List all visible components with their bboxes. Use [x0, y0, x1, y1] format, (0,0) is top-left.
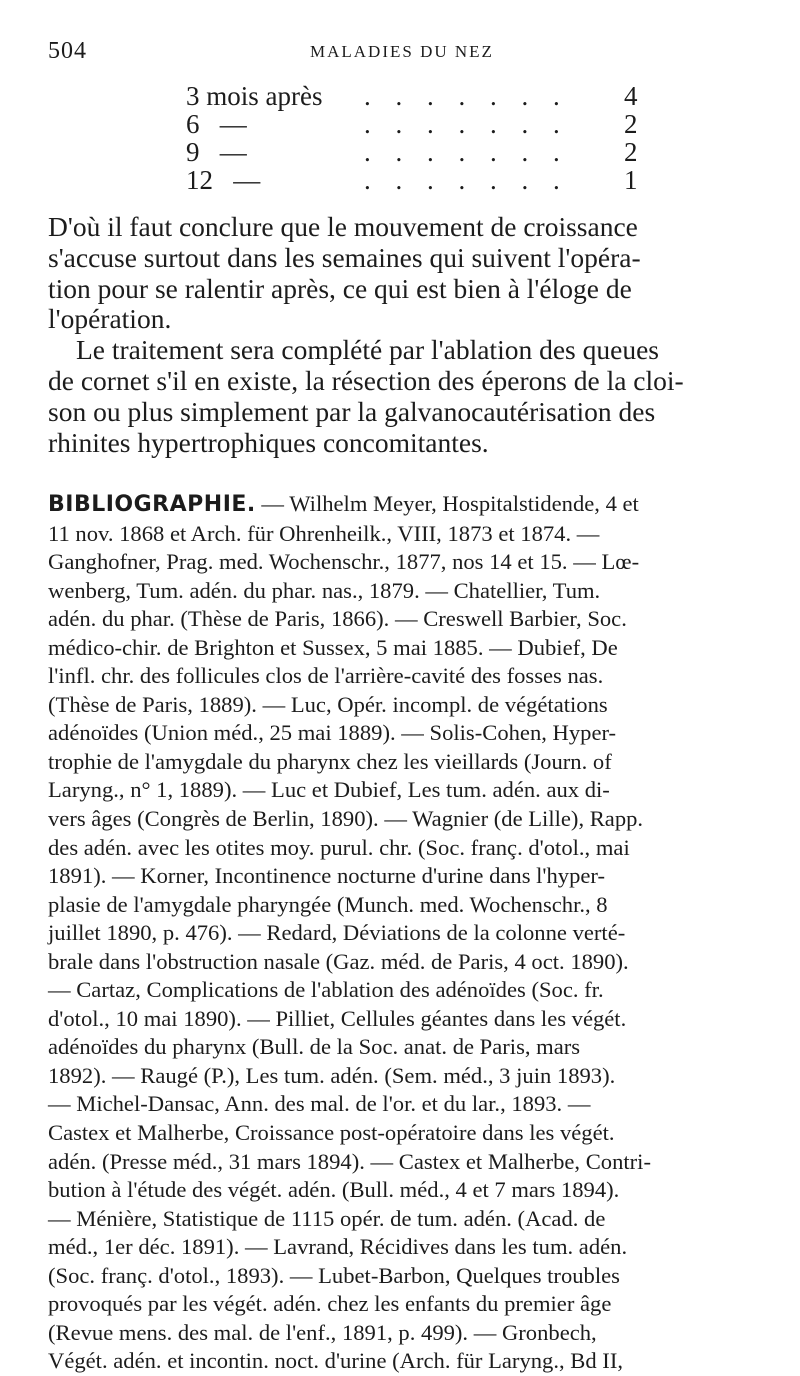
- bibliography-line: — Ménière, Statistique de 1115 opér. de tum. adén. (Acad. de: [48, 1205, 606, 1231]
- table-row: [186, 82, 646, 110]
- bibliography-line: wenberg, Tum. adén. du phar. nas., 1879. — Chatellier, Tum.: [48, 577, 601, 603]
- table-row: [186, 138, 646, 166]
- table-row-label: 12 —: [186, 165, 261, 195]
- bibliography-line: [48, 490, 800, 520]
- bibliography-line: (Thèse de Paris, 1889). — Luc, Opér. incompl. de végétations: [48, 691, 608, 717]
- bibliography-line: — Michel-Dansac, Ann. des mal. de l'or. et du lar., 1893. —: [48, 1091, 591, 1117]
- bibliography-line: 11 nov. 1868 et Arch. für Ohrenheilk., VIII, 1873 et 1874. —: [48, 520, 600, 546]
- bibliography-line: — Cartaz, Complications de l'ablation des adénoïdes (Soc. fr.: [48, 977, 604, 1003]
- table-row-label: 3 mois après: [186, 81, 323, 111]
- table-row-value: 2: [624, 137, 638, 167]
- bibliography-line: adénoïdes du pharynx (Bull. de la Soc. anat. de Paris, mars: [48, 1034, 581, 1060]
- table-row-value: 4: [624, 81, 638, 111]
- bibliography-line: Ganghofner, Prag. med. Wochenschr., 1877, nos 14 et 15. — Lœ-: [48, 549, 640, 575]
- leader-dots: . . . . . . .: [364, 137, 569, 167]
- bibliography-line: adénoïdes (Union méd., 25 mai 1889). — Solis-Cohen, Hyper-: [48, 720, 617, 746]
- text-line: s'accuse surtout dans les semaines qui suivent l'opéra-: [48, 241, 641, 273]
- body-text: [48, 212, 800, 458]
- leader-dots: . . . . . . .: [364, 109, 569, 139]
- text-line: son ou plus simplement par la galvanocautérisation des: [48, 395, 656, 427]
- table-row-value: 2: [624, 109, 638, 139]
- table-row: [186, 166, 646, 194]
- bibliography-heading: BIBLIOGRAPHIE.: [48, 492, 256, 517]
- growth-table: [186, 82, 646, 194]
- bibliography-line: provoqués par les végét. adén. chez les enfants du premier âge: [48, 1291, 612, 1317]
- leader-dots: . . . . . . .: [364, 81, 569, 111]
- text-line: de cornet s'il en existe, la résection des éperons de la cloi-: [48, 364, 684, 396]
- table-row-label: 6 —: [186, 109, 247, 139]
- text-line: Le traitement sera complété par l'ablation des queues: [76, 334, 659, 366]
- bibliography-line: plasie de l'amygdale pharyngée (Munch. med. Wochenschr., 8: [48, 891, 608, 917]
- bibliography-line: Castex et Malherbe, Croissance post-opératoire dans les végét.: [48, 1120, 615, 1146]
- text-line: l'opération.: [48, 303, 172, 335]
- bibliography-line: brale dans l'obstruction nasale (Gaz. méd. de Paris, 4 oct. 1890).: [48, 948, 629, 974]
- bibliography-line: (Revue mens. des mal. de l'enf., 1891, p. 499). — Gronbech,: [48, 1319, 597, 1345]
- text-line: tion pour se ralentir après, ce qui est bien à l'éloge de: [48, 272, 632, 304]
- bibliography-line: des adén. avec les otites moy. purul. chr. (Soc. franç. d'otol., mai: [48, 834, 630, 860]
- bibliography-line: d'otol., 10 mai 1890). — Pilliet, Cellules géantes dans les végét.: [48, 1005, 627, 1031]
- bibliography-line: juillet 1890, p. 476). — Redard, Déviations de la colonne verté-: [48, 920, 626, 946]
- bibliography-first-line: — Wilhelm Meyer, Hospitalstidende, 4 et: [261, 491, 639, 516]
- bibliography: [48, 490, 800, 1376]
- bibliography-line: médico-chir. de Brighton et Sussex, 5 mai 1885. — Dubief, De: [48, 634, 618, 660]
- bibliography-line: l'infl. chr. des follicules clos de l'arrière-cavité des fosses nas.: [48, 663, 604, 689]
- text-line: D'où il faut conclure que le mouvement de croissance: [48, 211, 638, 242]
- bibliography-line: 1892). — Raugé (P.), Les tum. adén. (Sem. méd., 3 juin 1893).: [48, 1062, 616, 1088]
- table-row-label: 9 —: [186, 137, 247, 167]
- bibliography-line: Laryng., n° 1, 1889). — Luc et Dubief, Les tum. adén. aux di-: [48, 777, 610, 803]
- bibliography-line: méd., 1er déc. 1891). — Lavrand, Récidives dans les tum. adén.: [48, 1234, 628, 1260]
- bibliography-line: Végét. adén. et incontin. noct. d'urine (Arch. für Laryng., Bd II,: [48, 1348, 624, 1374]
- bibliography-line: 1891). — Korner, Incontinence nocturne d'urine dans l'hyper-: [48, 863, 606, 889]
- bibliography-line: vers âges (Congrès de Berlin, 1890). — Wagnier (de Lille), Rapp.: [48, 806, 644, 832]
- running-head: [48, 38, 800, 72]
- table-row: [186, 110, 646, 138]
- leader-dots: . . . . . . .: [364, 165, 569, 195]
- bibliography-line: trophie de l'amygdale du pharynx chez les vieillards (Journ. of: [48, 748, 612, 774]
- bibliography-line: (Soc. franç. d'otol., 1893). — Lubet-Barbon, Quelques troubles: [48, 1262, 620, 1288]
- bibliography-line: adén. du phar. (Thèse de Paris, 1866). — Creswell Barbier, Soc.: [48, 606, 627, 632]
- text-line: rhinites hypertrophiques concomitantes.: [48, 426, 489, 458]
- running-title: MALADIES DU NEZ: [310, 42, 494, 61]
- page-number: 504: [48, 38, 87, 64]
- bibliography-line: adén. (Presse méd., 31 mars 1894). — Castex et Malherbe, Contri-: [48, 1148, 651, 1174]
- table-row-value: 1: [624, 165, 638, 195]
- bibliography-line: bution à l'étude des végét. adén. (Bull. méd., 4 et 7 mars 1894).: [48, 1177, 620, 1203]
